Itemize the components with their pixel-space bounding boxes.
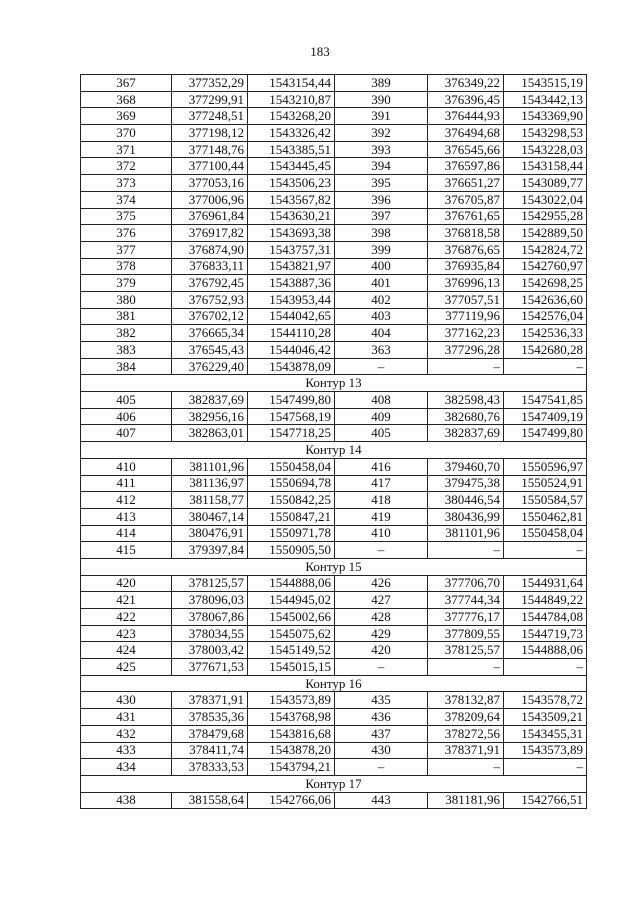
point-number-cell: 367 (81, 75, 172, 92)
y-coordinate-cell: 1543573,89 (504, 742, 587, 759)
x-coordinate-cell: 377148,76 (172, 141, 248, 158)
x-coordinate-cell: 376961,84 (172, 208, 248, 225)
point-number-cell: 371 (81, 141, 172, 158)
x-coordinate-cell: 378272,56 (428, 725, 504, 742)
x-coordinate-cell: 380436,99 (428, 508, 504, 525)
table-row (81, 725, 587, 742)
table-row (81, 342, 587, 359)
y-coordinate-cell: 1544719,73 (504, 625, 587, 642)
x-coordinate-cell: 377352,29 (172, 75, 248, 92)
point-number-cell: 398 (335, 225, 428, 242)
x-coordinate-cell: 376444,93 (428, 108, 504, 125)
y-coordinate-cell: 1543515,19 (504, 75, 587, 92)
point-number-cell: 414 (81, 525, 172, 542)
point-number-cell: – (335, 358, 428, 375)
x-coordinate-cell: 378125,57 (428, 642, 504, 659)
point-number-cell: 392 (335, 125, 428, 142)
x-coordinate-cell: 382956,16 (172, 408, 248, 425)
y-coordinate-cell: 1542766,51 (504, 792, 587, 809)
x-coordinate-cell: 380476,91 (172, 525, 248, 542)
point-number-cell: 391 (335, 108, 428, 125)
y-coordinate-cell: 1543509,21 (504, 709, 587, 726)
point-number-cell: 427 (335, 592, 428, 609)
point-number-cell: 373 (81, 175, 172, 192)
y-coordinate-cell: 1542766,06 (248, 792, 335, 809)
table-row (81, 742, 587, 759)
x-coordinate-cell: 376396,45 (428, 91, 504, 108)
point-number-cell: 381 (81, 308, 172, 325)
y-coordinate-cell: 1543154,44 (248, 75, 335, 92)
x-coordinate-cell: 381136,97 (172, 475, 248, 492)
x-coordinate-cell: 376651,27 (428, 175, 504, 192)
point-number-cell: – (335, 542, 428, 559)
y-coordinate-cell: 1543578,72 (504, 692, 587, 709)
point-number-cell: 397 (335, 208, 428, 225)
point-number-cell: 376 (81, 225, 172, 242)
point-number-cell: 368 (81, 91, 172, 108)
point-number-cell: 396 (335, 191, 428, 208)
y-coordinate-cell: 1544945,02 (248, 592, 335, 609)
x-coordinate-cell: – (428, 358, 504, 375)
x-coordinate-cell: 376545,43 (172, 342, 248, 359)
y-coordinate-cell: 1550458,04 (504, 525, 587, 542)
x-coordinate-cell: 378067,86 (172, 609, 248, 626)
y-coordinate-cell: 1543878,09 (248, 358, 335, 375)
y-coordinate-cell: 1543567,82 (248, 191, 335, 208)
y-coordinate-cell: 1547718,25 (248, 425, 335, 442)
point-number-cell: 431 (81, 709, 172, 726)
y-coordinate-cell: 1547499,80 (248, 392, 335, 409)
point-number-cell: 420 (81, 575, 172, 592)
table-row (81, 308, 587, 325)
x-coordinate-cell: 378209,64 (428, 709, 504, 726)
point-number-cell: 423 (81, 625, 172, 642)
point-number-cell: 399 (335, 241, 428, 258)
y-coordinate-cell: 1543326,42 (248, 125, 335, 142)
x-coordinate-cell: 379397,84 (172, 542, 248, 559)
table-row (81, 158, 587, 175)
y-coordinate-cell: 1542576,04 (504, 308, 587, 325)
table-row (81, 458, 587, 475)
y-coordinate-cell: 1544931,64 (504, 575, 587, 592)
section-header-row (81, 675, 587, 692)
y-coordinate-cell: 1550596,97 (504, 458, 587, 475)
x-coordinate-cell: 381181,96 (428, 792, 504, 809)
point-number-cell: 419 (335, 508, 428, 525)
table-row (81, 692, 587, 709)
x-coordinate-cell: 376792,45 (172, 275, 248, 292)
point-number-cell: 389 (335, 75, 428, 92)
table-row (81, 392, 587, 409)
y-coordinate-cell: 1543794,21 (248, 759, 335, 776)
table-row (81, 108, 587, 125)
table-row (81, 208, 587, 225)
table-row (81, 709, 587, 726)
x-coordinate-cell: 382598,43 (428, 392, 504, 409)
y-coordinate-cell: 1543953,44 (248, 291, 335, 308)
y-coordinate-cell: 1542636,60 (504, 291, 587, 308)
x-coordinate-cell: 376935,84 (428, 258, 504, 275)
point-number-cell: 425 (81, 659, 172, 676)
y-coordinate-cell: 1542760,97 (504, 258, 587, 275)
y-coordinate-cell: 1543455,31 (504, 725, 587, 742)
table-row (81, 141, 587, 158)
y-coordinate-cell: 1544042,65 (248, 308, 335, 325)
y-coordinate-cell: 1545002,66 (248, 609, 335, 626)
x-coordinate-cell: 376229,40 (172, 358, 248, 375)
point-number-cell: 432 (81, 725, 172, 742)
point-number-cell: 379 (81, 275, 172, 292)
y-coordinate-cell: 1542824,72 (504, 241, 587, 258)
table-row (81, 792, 587, 809)
x-coordinate-cell: 376752,93 (172, 291, 248, 308)
y-coordinate-cell: 1543158,44 (504, 158, 587, 175)
y-coordinate-cell: 1547541,85 (504, 392, 587, 409)
point-number-cell: 378 (81, 258, 172, 275)
x-coordinate-cell: 376597,86 (428, 158, 504, 175)
section-title: Контур 15 (81, 558, 587, 575)
point-number-cell: 415 (81, 542, 172, 559)
table-row (81, 609, 587, 626)
y-coordinate-cell: 1543506,23 (248, 175, 335, 192)
y-coordinate-cell: 1544046,42 (248, 342, 335, 359)
point-number-cell: 405 (81, 392, 172, 409)
x-coordinate-cell: 377248,51 (172, 108, 248, 125)
coordinates-table-body (81, 75, 587, 809)
y-coordinate-cell: 1543693,38 (248, 225, 335, 242)
point-number-cell: 412 (81, 492, 172, 509)
y-coordinate-cell: 1550842,25 (248, 492, 335, 509)
x-coordinate-cell: 376818,58 (428, 225, 504, 242)
y-coordinate-cell: 1547568,19 (248, 408, 335, 425)
point-number-cell: 372 (81, 158, 172, 175)
y-coordinate-cell: 1543630,21 (248, 208, 335, 225)
x-coordinate-cell: 382680,76 (428, 408, 504, 425)
y-coordinate-cell: 1550847,21 (248, 508, 335, 525)
table-row (81, 659, 587, 676)
x-coordinate-cell: 378125,57 (172, 575, 248, 592)
y-coordinate-cell: 1550524,91 (504, 475, 587, 492)
point-number-cell: 437 (335, 725, 428, 742)
y-coordinate-cell: 1543089,77 (504, 175, 587, 192)
point-number-cell: 429 (335, 625, 428, 642)
table-row (81, 291, 587, 308)
section-header-row (81, 442, 587, 459)
y-coordinate-cell: 1544888,06 (248, 575, 335, 592)
x-coordinate-cell: 378479,68 (172, 725, 248, 742)
point-number-cell: 421 (81, 592, 172, 609)
y-coordinate-cell: 1543887,36 (248, 275, 335, 292)
table-row (81, 525, 587, 542)
point-number-cell: 410 (335, 525, 428, 542)
y-coordinate-cell: 1545149,52 (248, 642, 335, 659)
point-number-cell: 363 (335, 342, 428, 359)
x-coordinate-cell: 381158,77 (172, 492, 248, 509)
x-coordinate-cell: – (428, 659, 504, 676)
y-coordinate-cell: 1543268,20 (248, 108, 335, 125)
y-coordinate-cell: 1542680,28 (504, 342, 587, 359)
y-coordinate-cell: 1545075,62 (248, 625, 335, 642)
point-number-cell: 418 (335, 492, 428, 509)
y-coordinate-cell: 1543757,31 (248, 241, 335, 258)
y-coordinate-cell: 1547409,19 (504, 408, 587, 425)
y-coordinate-cell: 1547499,80 (504, 425, 587, 442)
point-number-cell: 443 (335, 792, 428, 809)
x-coordinate-cell: 377744,34 (428, 592, 504, 609)
x-coordinate-cell: 378333,53 (172, 759, 248, 776)
point-number-cell: 409 (335, 408, 428, 425)
x-coordinate-cell: 377057,51 (428, 291, 504, 308)
point-number-cell: 393 (335, 141, 428, 158)
point-number-cell: 400 (335, 258, 428, 275)
point-number-cell: 380 (81, 291, 172, 308)
x-coordinate-cell: 377809,55 (428, 625, 504, 642)
point-number-cell: 438 (81, 792, 172, 809)
x-coordinate-cell: – (428, 542, 504, 559)
point-number-cell: 384 (81, 358, 172, 375)
point-number-cell: 408 (335, 392, 428, 409)
section-title: Контур 16 (81, 675, 587, 692)
x-coordinate-cell: 381101,96 (172, 458, 248, 475)
x-coordinate-cell: 376349,22 (428, 75, 504, 92)
y-coordinate-cell: 1550971,78 (248, 525, 335, 542)
x-coordinate-cell: 377006,96 (172, 191, 248, 208)
x-coordinate-cell: – (428, 759, 504, 776)
y-coordinate-cell: 1543228,03 (504, 141, 587, 158)
section-header-row (81, 375, 587, 392)
table-row (81, 492, 587, 509)
y-coordinate-cell: – (504, 659, 587, 676)
table-row (81, 575, 587, 592)
point-number-cell: 416 (335, 458, 428, 475)
table-row (81, 175, 587, 192)
coordinates-table (80, 74, 587, 809)
x-coordinate-cell: 377671,53 (172, 659, 248, 676)
y-coordinate-cell: 1543298,53 (504, 125, 587, 142)
y-coordinate-cell: 1542889,50 (504, 225, 587, 242)
table-row (81, 508, 587, 525)
x-coordinate-cell: 377299,91 (172, 91, 248, 108)
table-row (81, 592, 587, 609)
point-number-cell: 422 (81, 609, 172, 626)
point-number-cell: – (335, 759, 428, 776)
table-row (81, 225, 587, 242)
point-number-cell: 413 (81, 508, 172, 525)
x-coordinate-cell: 376996,13 (428, 275, 504, 292)
y-coordinate-cell: 1543369,90 (504, 108, 587, 125)
x-coordinate-cell: 382863,01 (172, 425, 248, 442)
y-coordinate-cell: 1543442,13 (504, 91, 587, 108)
table-row (81, 625, 587, 642)
point-number-cell: 417 (335, 475, 428, 492)
point-number-cell: 424 (81, 642, 172, 659)
y-coordinate-cell: 1550458,04 (248, 458, 335, 475)
point-number-cell: 411 (81, 475, 172, 492)
table-row (81, 275, 587, 292)
point-number-cell: 433 (81, 742, 172, 759)
x-coordinate-cell: 376705,87 (428, 191, 504, 208)
x-coordinate-cell: 377053,16 (172, 175, 248, 192)
y-coordinate-cell: 1542698,25 (504, 275, 587, 292)
x-coordinate-cell: 379475,38 (428, 475, 504, 492)
table-row (81, 425, 587, 442)
y-coordinate-cell: – (504, 759, 587, 776)
table-row (81, 325, 587, 342)
point-number-cell: 395 (335, 175, 428, 192)
x-coordinate-cell: 378096,03 (172, 592, 248, 609)
point-number-cell: 402 (335, 291, 428, 308)
point-number-cell: 405 (335, 425, 428, 442)
y-coordinate-cell: 1543445,45 (248, 158, 335, 175)
table-row (81, 258, 587, 275)
point-number-cell: 430 (81, 692, 172, 709)
point-number-cell: 390 (335, 91, 428, 108)
x-coordinate-cell: 377162,23 (428, 325, 504, 342)
y-coordinate-cell: – (504, 542, 587, 559)
table-row (81, 91, 587, 108)
x-coordinate-cell: 378003,42 (172, 642, 248, 659)
y-coordinate-cell: 1543768,98 (248, 709, 335, 726)
point-number-cell: 374 (81, 191, 172, 208)
y-coordinate-cell: 1543385,51 (248, 141, 335, 158)
x-coordinate-cell: 378132,87 (428, 692, 504, 709)
x-coordinate-cell: 377198,12 (172, 125, 248, 142)
point-number-cell: 403 (335, 308, 428, 325)
y-coordinate-cell: 1544849,22 (504, 592, 587, 609)
point-number-cell: 420 (335, 642, 428, 659)
x-coordinate-cell: 376833,11 (172, 258, 248, 275)
section-title: Контур 14 (81, 442, 587, 459)
x-coordinate-cell: 377776,17 (428, 609, 504, 626)
y-coordinate-cell: 1543573,89 (248, 692, 335, 709)
point-number-cell: 377 (81, 241, 172, 258)
point-number-cell: 428 (335, 609, 428, 626)
y-coordinate-cell: 1542955,28 (504, 208, 587, 225)
point-number-cell: 436 (335, 709, 428, 726)
x-coordinate-cell: 376876,65 (428, 241, 504, 258)
section-header-row (81, 558, 587, 575)
table-row (81, 475, 587, 492)
x-coordinate-cell: 377100,44 (172, 158, 248, 175)
table-row (81, 759, 587, 776)
y-coordinate-cell: 1544888,06 (504, 642, 587, 659)
table-row (81, 542, 587, 559)
point-number-cell: 404 (335, 325, 428, 342)
table-row (81, 358, 587, 375)
y-coordinate-cell: 1550694,78 (248, 475, 335, 492)
point-number-cell: 394 (335, 158, 428, 175)
point-number-cell: 406 (81, 408, 172, 425)
point-number-cell: 435 (335, 692, 428, 709)
x-coordinate-cell: 377296,28 (428, 342, 504, 359)
point-number-cell: 401 (335, 275, 428, 292)
section-title: Контур 17 (81, 775, 587, 792)
page-number: 183 (310, 44, 330, 59)
x-coordinate-cell: 378535,36 (172, 709, 248, 726)
table-row (81, 241, 587, 258)
point-number-cell: 383 (81, 342, 172, 359)
x-coordinate-cell: 379460,70 (428, 458, 504, 475)
x-coordinate-cell: 376665,34 (172, 325, 248, 342)
x-coordinate-cell: 378371,91 (172, 692, 248, 709)
y-coordinate-cell: – (504, 358, 587, 375)
x-coordinate-cell: 380446,54 (428, 492, 504, 509)
x-coordinate-cell: 376545,66 (428, 141, 504, 158)
x-coordinate-cell: 377119,96 (428, 308, 504, 325)
x-coordinate-cell: 378034,55 (172, 625, 248, 642)
x-coordinate-cell: 380467,14 (172, 508, 248, 525)
point-number-cell: – (335, 659, 428, 676)
y-coordinate-cell: 1542536,33 (504, 325, 587, 342)
x-coordinate-cell: 381101,96 (428, 525, 504, 542)
x-coordinate-cell: 376761,65 (428, 208, 504, 225)
y-coordinate-cell: 1550584,57 (504, 492, 587, 509)
x-coordinate-cell: 376917,82 (172, 225, 248, 242)
y-coordinate-cell: 1550462,81 (504, 508, 587, 525)
point-number-cell: 410 (81, 458, 172, 475)
x-coordinate-cell: 378411,74 (172, 742, 248, 759)
x-coordinate-cell: 382837,69 (172, 392, 248, 409)
point-number-cell: 370 (81, 125, 172, 142)
y-coordinate-cell: 1543878,20 (248, 742, 335, 759)
y-coordinate-cell: 1545015,15 (248, 659, 335, 676)
x-coordinate-cell: 381558,64 (172, 792, 248, 809)
x-coordinate-cell: 382837,69 (428, 425, 504, 442)
section-title: Контур 13 (81, 375, 587, 392)
x-coordinate-cell: 377706,70 (428, 575, 504, 592)
point-number-cell: 382 (81, 325, 172, 342)
x-coordinate-cell: 376702,12 (172, 308, 248, 325)
table-row (81, 75, 587, 92)
table-row (81, 191, 587, 208)
section-header-row (81, 775, 587, 792)
table-row (81, 408, 587, 425)
x-coordinate-cell: 376874,90 (172, 241, 248, 258)
y-coordinate-cell: 1544784,08 (504, 609, 587, 626)
point-number-cell: 434 (81, 759, 172, 776)
x-coordinate-cell: 376494,68 (428, 125, 504, 142)
y-coordinate-cell: 1543816,68 (248, 725, 335, 742)
y-coordinate-cell: 1543210,87 (248, 91, 335, 108)
table-row (81, 642, 587, 659)
point-number-cell: 407 (81, 425, 172, 442)
y-coordinate-cell: 1550905,50 (248, 542, 335, 559)
point-number-cell: 369 (81, 108, 172, 125)
x-coordinate-cell: 378371,91 (428, 742, 504, 759)
point-number-cell: 375 (81, 208, 172, 225)
table-row (81, 125, 587, 142)
point-number-cell: 426 (335, 575, 428, 592)
y-coordinate-cell: 1543022,04 (504, 191, 587, 208)
y-coordinate-cell: 1543821,97 (248, 258, 335, 275)
y-coordinate-cell: 1544110,28 (248, 325, 335, 342)
point-number-cell: 430 (335, 742, 428, 759)
